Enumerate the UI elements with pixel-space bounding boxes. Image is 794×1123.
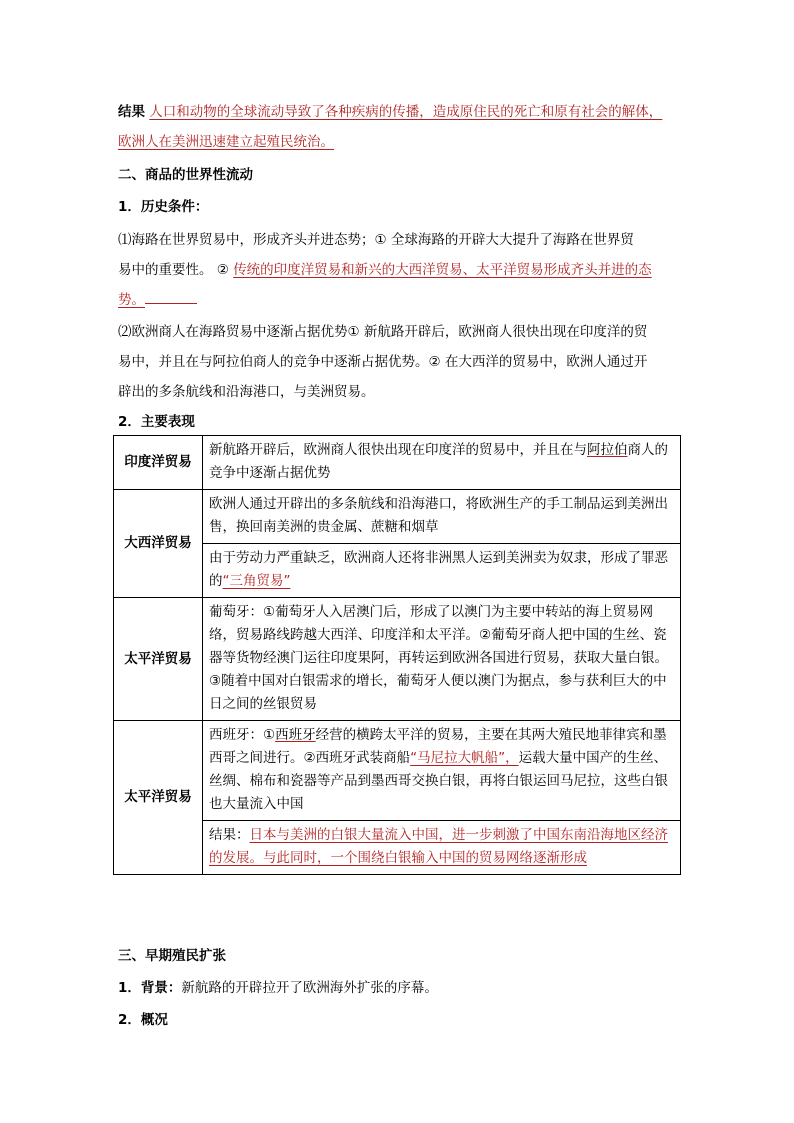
spain-text-a: 西班牙：① <box>209 727 276 743</box>
row-text-portugal: 葡萄牙：①葡萄牙人入居澳门后，形成了以澳门为主要中转站的海上贸易网络，贸易路线跨越大西洋、印度洋和太平洋。②葡萄牙商人把中国的生丝、瓷器等货物经澳门运往印度果阿，再转运到欧洲各国进行贸易，获取大量白银。③随着中国对白银需求的增长，葡萄牙人便以澳门为据点，参与获利巨大的中日之间的丝银贸易 <box>203 598 681 721</box>
atlantic-text2-a: 由于劳动力严重缺乏，欧洲商人还将非洲黑人运到美洲卖为奴隶，形成了罪恶的 <box>209 550 668 589</box>
row-label-indian: 印度洋贸易 <box>114 436 203 490</box>
triangle-trade-highlight: “三角贸易” <box>222 573 291 589</box>
manila-galleon-highlight: “马尼拉大帆船”， <box>410 750 519 766</box>
indian-text-a: 新航路开辟后，欧洲商人很快出现在印度洋的贸易中，并且在与 <box>209 442 587 458</box>
para2-line3: 辟出的多条航线和沿海港口，与美洲贸易。 <box>118 384 375 400</box>
spain-text-mark: 西班牙 <box>275 727 316 743</box>
spain-text-c: 运载大量中国产的生丝、丝绸、棉布和瓷器等产品到墨西哥交换白银，再将白银运回马尼拉，这些白银也大量流入中国 <box>209 750 668 812</box>
table-row <box>114 436 681 490</box>
para1-line2-prefix: 易中的重要性。 ② <box>118 262 234 278</box>
result-text-1: 人口和动物的全球流动导致了各种疾病的传播，造成原住民的死亡和原有社会的解体， <box>149 104 663 120</box>
spain-text-b: 经营的横跨太平洋的贸易，主要在其两大殖民地菲律宾和墨西哥之间进行。②西班牙武装商船 <box>209 727 667 766</box>
para1-line2 <box>118 260 652 280</box>
result-text-2: 欧洲人在美洲迅速建立起殖民统治。 <box>118 134 334 150</box>
result-cell-label: 结果： <box>209 827 250 843</box>
row-text-indian <box>203 436 681 490</box>
row-text-atlantic-1: 欧洲人通过开辟出的多条航线和沿海港口，将欧洲生产的手工制品运到美洲出售，换回南美洲的贵金属、蔗糖和烟草 <box>203 490 681 544</box>
table-row <box>114 490 681 544</box>
section2-sub2-title: 2．主要表现 <box>118 414 195 430</box>
row-label-pacific-2: 太平洋贸易 <box>114 721 203 875</box>
result-line-1 <box>118 102 662 122</box>
section3-title: 三、早期殖民扩张 <box>118 948 226 964</box>
section3-sub1-text: 新航路的开辟拉开了欧洲海外扩张的序幕。 <box>181 980 438 996</box>
table-row <box>114 721 681 821</box>
section2-title: 二、商品的世界性流动 <box>118 167 253 183</box>
section3-sub1-label: 1．背景： <box>118 980 182 996</box>
para2-line1: ⑵欧洲商人在海路贸易中逐渐占据优势① 新航路开辟后，欧洲商人很快出现在印度洋的贸 <box>118 324 648 340</box>
para2-line2: 易中，并且在与阿拉伯商人的竞争中逐渐占据优势。② 在大西洋的贸易中，欧洲人通过开 <box>118 354 648 370</box>
indian-text-mark: 阿拉伯 <box>587 442 628 458</box>
row-label-pacific-1: 太平洋贸易 <box>114 598 203 721</box>
section2-sub1-title: 1．历史条件： <box>118 199 209 215</box>
para1-line1: ⑴海路在世界贸易中，形成齐头并进态势；① 全球海路的开辟大大提升了海路在世界贸 <box>118 232 634 248</box>
section3-sub1 <box>118 978 438 998</box>
blank-underline <box>145 289 197 304</box>
para1-line3-text: 势。 <box>118 292 145 308</box>
para1-highlight: 传统的印度洋贸易和新兴的大西洋贸易、太平洋贸易形成齐头并进的态 <box>233 262 652 278</box>
result-label: 结果 <box>118 104 145 120</box>
trade-table <box>113 435 681 875</box>
row-text-result <box>203 821 681 875</box>
para1-line3 <box>118 289 197 310</box>
result-line-2 <box>118 132 334 152</box>
row-label-atlantic: 大西洋贸易 <box>114 490 203 598</box>
table-row <box>114 598 681 721</box>
row-text-atlantic-2 <box>203 544 681 598</box>
row-text-spain <box>203 721 681 821</box>
result-cell-text: 日本与美洲的白银大量流入中国，进一步刺激了中国东南沿海地区经济的发展。与此同时，一个围绕白银输入中国的贸易网络逐渐形成 <box>209 827 668 866</box>
indian-text-b: 商人的竞争中逐渐占据优势 <box>209 442 668 481</box>
section3-sub2-title: 2．概况 <box>118 1012 168 1028</box>
